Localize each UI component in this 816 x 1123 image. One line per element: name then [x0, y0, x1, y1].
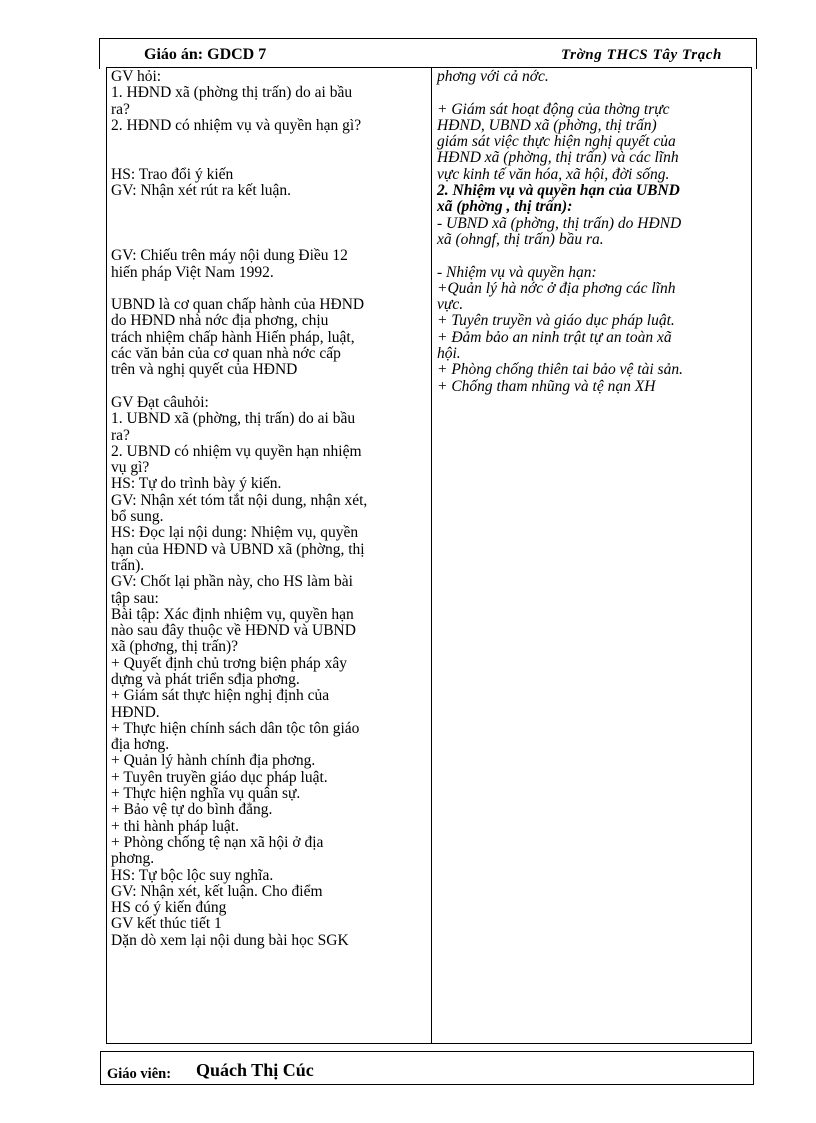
left-text-line: 1. UBND xã (phờng, thị trấn) do ai bầu: [111, 410, 356, 428]
right-text-line: vực.: [437, 296, 464, 314]
page-header: [99, 38, 757, 69]
right-text-line: - Nhiệm vụ và quyền hạn:: [437, 263, 597, 281]
left-text-line: + Giám sát thực hiện nghị định của: [111, 687, 330, 705]
left-text-line: nào sau đây thuộc về HĐND và UBND: [111, 622, 356, 640]
left-text-line: hạn của HĐND và UBND xã (phờng, thị: [111, 540, 365, 558]
left-text-line: HS: Trao đổi ý kiến: [111, 165, 234, 183]
left-text-line: + Tuyên truyền giáo dục pháp luật.: [111, 768, 328, 786]
left-text-line: trấn).: [111, 556, 145, 574]
left-text-line: GV: Chốt lại phần này, cho HS làm bài: [111, 573, 353, 591]
left-text-line: tập sau:: [111, 589, 159, 607]
left-text-line: vụ gì?: [111, 459, 150, 477]
section-heading-line: 2. Nhiệm vụ và quyền hạn của UBND: [437, 182, 680, 200]
school-name: Trờng THCS Tây Trạch: [560, 47, 722, 63]
right-text-line: + Chống tham nhũng và tệ nạn XH: [437, 377, 656, 395]
left-text-line: [111, 199, 427, 215]
left-text-line: HS có ý kiến đúng: [111, 899, 227, 917]
left-text-line: [111, 216, 427, 232]
left-text-line: + Quyết định chủ trơng biện pháp xây: [111, 654, 348, 672]
right-text-line: - UBND xã (phờng, thị trấn) do HĐND: [437, 214, 682, 232]
teacher-label: Giáo viên:: [107, 1066, 172, 1082]
right-text-line: xã (ohngf, thị trấn) bầu ra.: [437, 230, 604, 248]
left-text-line: Bài tập: Xác định nhiệm vụ, quyền hạn: [111, 605, 354, 623]
left-text-line: trên và nghị quyết của HĐND: [111, 361, 298, 379]
right-text-line: giám sát việc thực hiện nghị quyết của: [437, 133, 676, 151]
right-text-line: HĐND xã (phờng, thị trấn) và các lĩnh: [437, 149, 679, 167]
left-text-line: HS: Đọc lại nội dung: Nhiệm vụ, quyền: [111, 524, 359, 542]
left-text-line: xã (phơng, thị trấn)?: [111, 638, 238, 656]
right-text-line: + Giám sát hoạt động của thờng trực: [437, 100, 670, 118]
left-text-line: GV Đạt câuhỏi:: [111, 393, 209, 411]
left-text-line: + Bảo vệ tự do bình đẳng.: [111, 801, 273, 819]
left-text-line: HĐND.: [111, 703, 160, 721]
right-text-line: + Đảm bảo an ninh trật tự an toàn xã: [437, 328, 672, 346]
left-text-line: + Quản lý hành chính địa phơng.: [111, 752, 316, 770]
left-text-line: địa hơng.: [111, 736, 170, 754]
lesson-title: Giáo án: GDCD 7: [144, 46, 267, 63]
left-text-line: dựng và phát triển sđịa phơng.: [111, 670, 300, 688]
lesson-content-column: [432, 68, 751, 1043]
left-text-line: GV: Nhận xét tóm tắt nội dung, nhận xét,: [111, 491, 368, 509]
left-text-line: [111, 150, 427, 166]
left-text-line: [111, 232, 427, 248]
left-text-line: 2. UBND có nhiệm vụ quyền hạn nhiệm: [111, 442, 362, 460]
left-text-line: GV kết thúc tiết 1: [111, 915, 222, 933]
left-text-line: HS: Tự bộc lộc suy nghĩa.: [111, 866, 274, 884]
right-text-line: + Tuyên truyền và giáo dục pháp luật.: [437, 312, 675, 330]
left-text-line: 2. HĐND có nhiệm vụ và quyền hạn gì?: [111, 116, 362, 134]
right-text-line: + Phòng chống thiên tai bảo vệ tài sản.: [437, 361, 683, 379]
teacher-name: Quách Thị Cúc: [196, 1060, 314, 1080]
left-text-line: ra?: [111, 100, 130, 118]
right-text-line: [437, 85, 745, 101]
page-footer: [100, 1051, 754, 1085]
left-text-line: Dặn dò xem lại nội dung bài học SGK: [111, 931, 349, 949]
left-text-line: + Thực hiện nghĩa vụ quân sự.: [111, 785, 301, 803]
left-text-line: UBND là cơ quan chấp hành của HĐND: [111, 296, 365, 314]
left-text-line: GV: Chiếu trên máy nội dung Điều 12: [111, 247, 348, 265]
left-text-line: + Thực hiện chính sách dân tộc tôn giáo: [111, 719, 360, 737]
left-text-line: 1. HĐND xã (phờng thị trấn) do ai bầu: [111, 84, 353, 102]
left-text-line: GV hỏi:: [111, 68, 162, 85]
section-heading-line: xã (phờng , thị trấn):: [437, 198, 573, 216]
left-text-line: do HĐND nhà nớc địa phơng, chịu: [111, 312, 329, 330]
right-text-line: [437, 248, 745, 264]
left-text-line: trách nhiệm chấp hành Hiến pháp, luật,: [111, 328, 355, 346]
left-text-line: hiến pháp Việt Nam 1992.: [111, 263, 274, 281]
left-text-line: + thi hành pháp luật.: [111, 817, 239, 835]
left-text-line: + Phòng chống tệ nạn xã hội ở địa: [111, 833, 324, 851]
right-text-line: +Quản lý hà nớc ở địa phơng các lĩnh: [437, 279, 676, 297]
left-text-line: GV: Nhận xét rút ra kết luận.: [111, 182, 292, 200]
right-text-line: hội.: [437, 345, 461, 363]
left-text-line: ra?: [111, 426, 130, 444]
right-text-line: HĐND, UBND xã (phờng, thị trấn): [437, 116, 657, 134]
right-text-line: vực kinh tế văn hóa, xã hội, đời sống.: [437, 165, 670, 183]
left-text-line: bổ sung.: [111, 508, 164, 526]
left-text-line: các văn bản của cơ quan nhà nớc cấp: [111, 345, 341, 363]
right-text-line: phơng với cả nớc.: [437, 68, 549, 85]
left-text-line: [111, 134, 427, 150]
left-text-line: HS: Tự do trình bày ý kiến.: [111, 475, 282, 493]
left-text-line: [111, 379, 427, 395]
left-text-line: [111, 281, 427, 297]
left-text-line: phơng.: [111, 850, 155, 868]
left-text-line: GV: Nhận xét, kết luận. Cho điểm: [111, 882, 323, 900]
teacher-student-activities-column: [107, 68, 432, 1043]
lesson-table: [106, 67, 752, 1044]
